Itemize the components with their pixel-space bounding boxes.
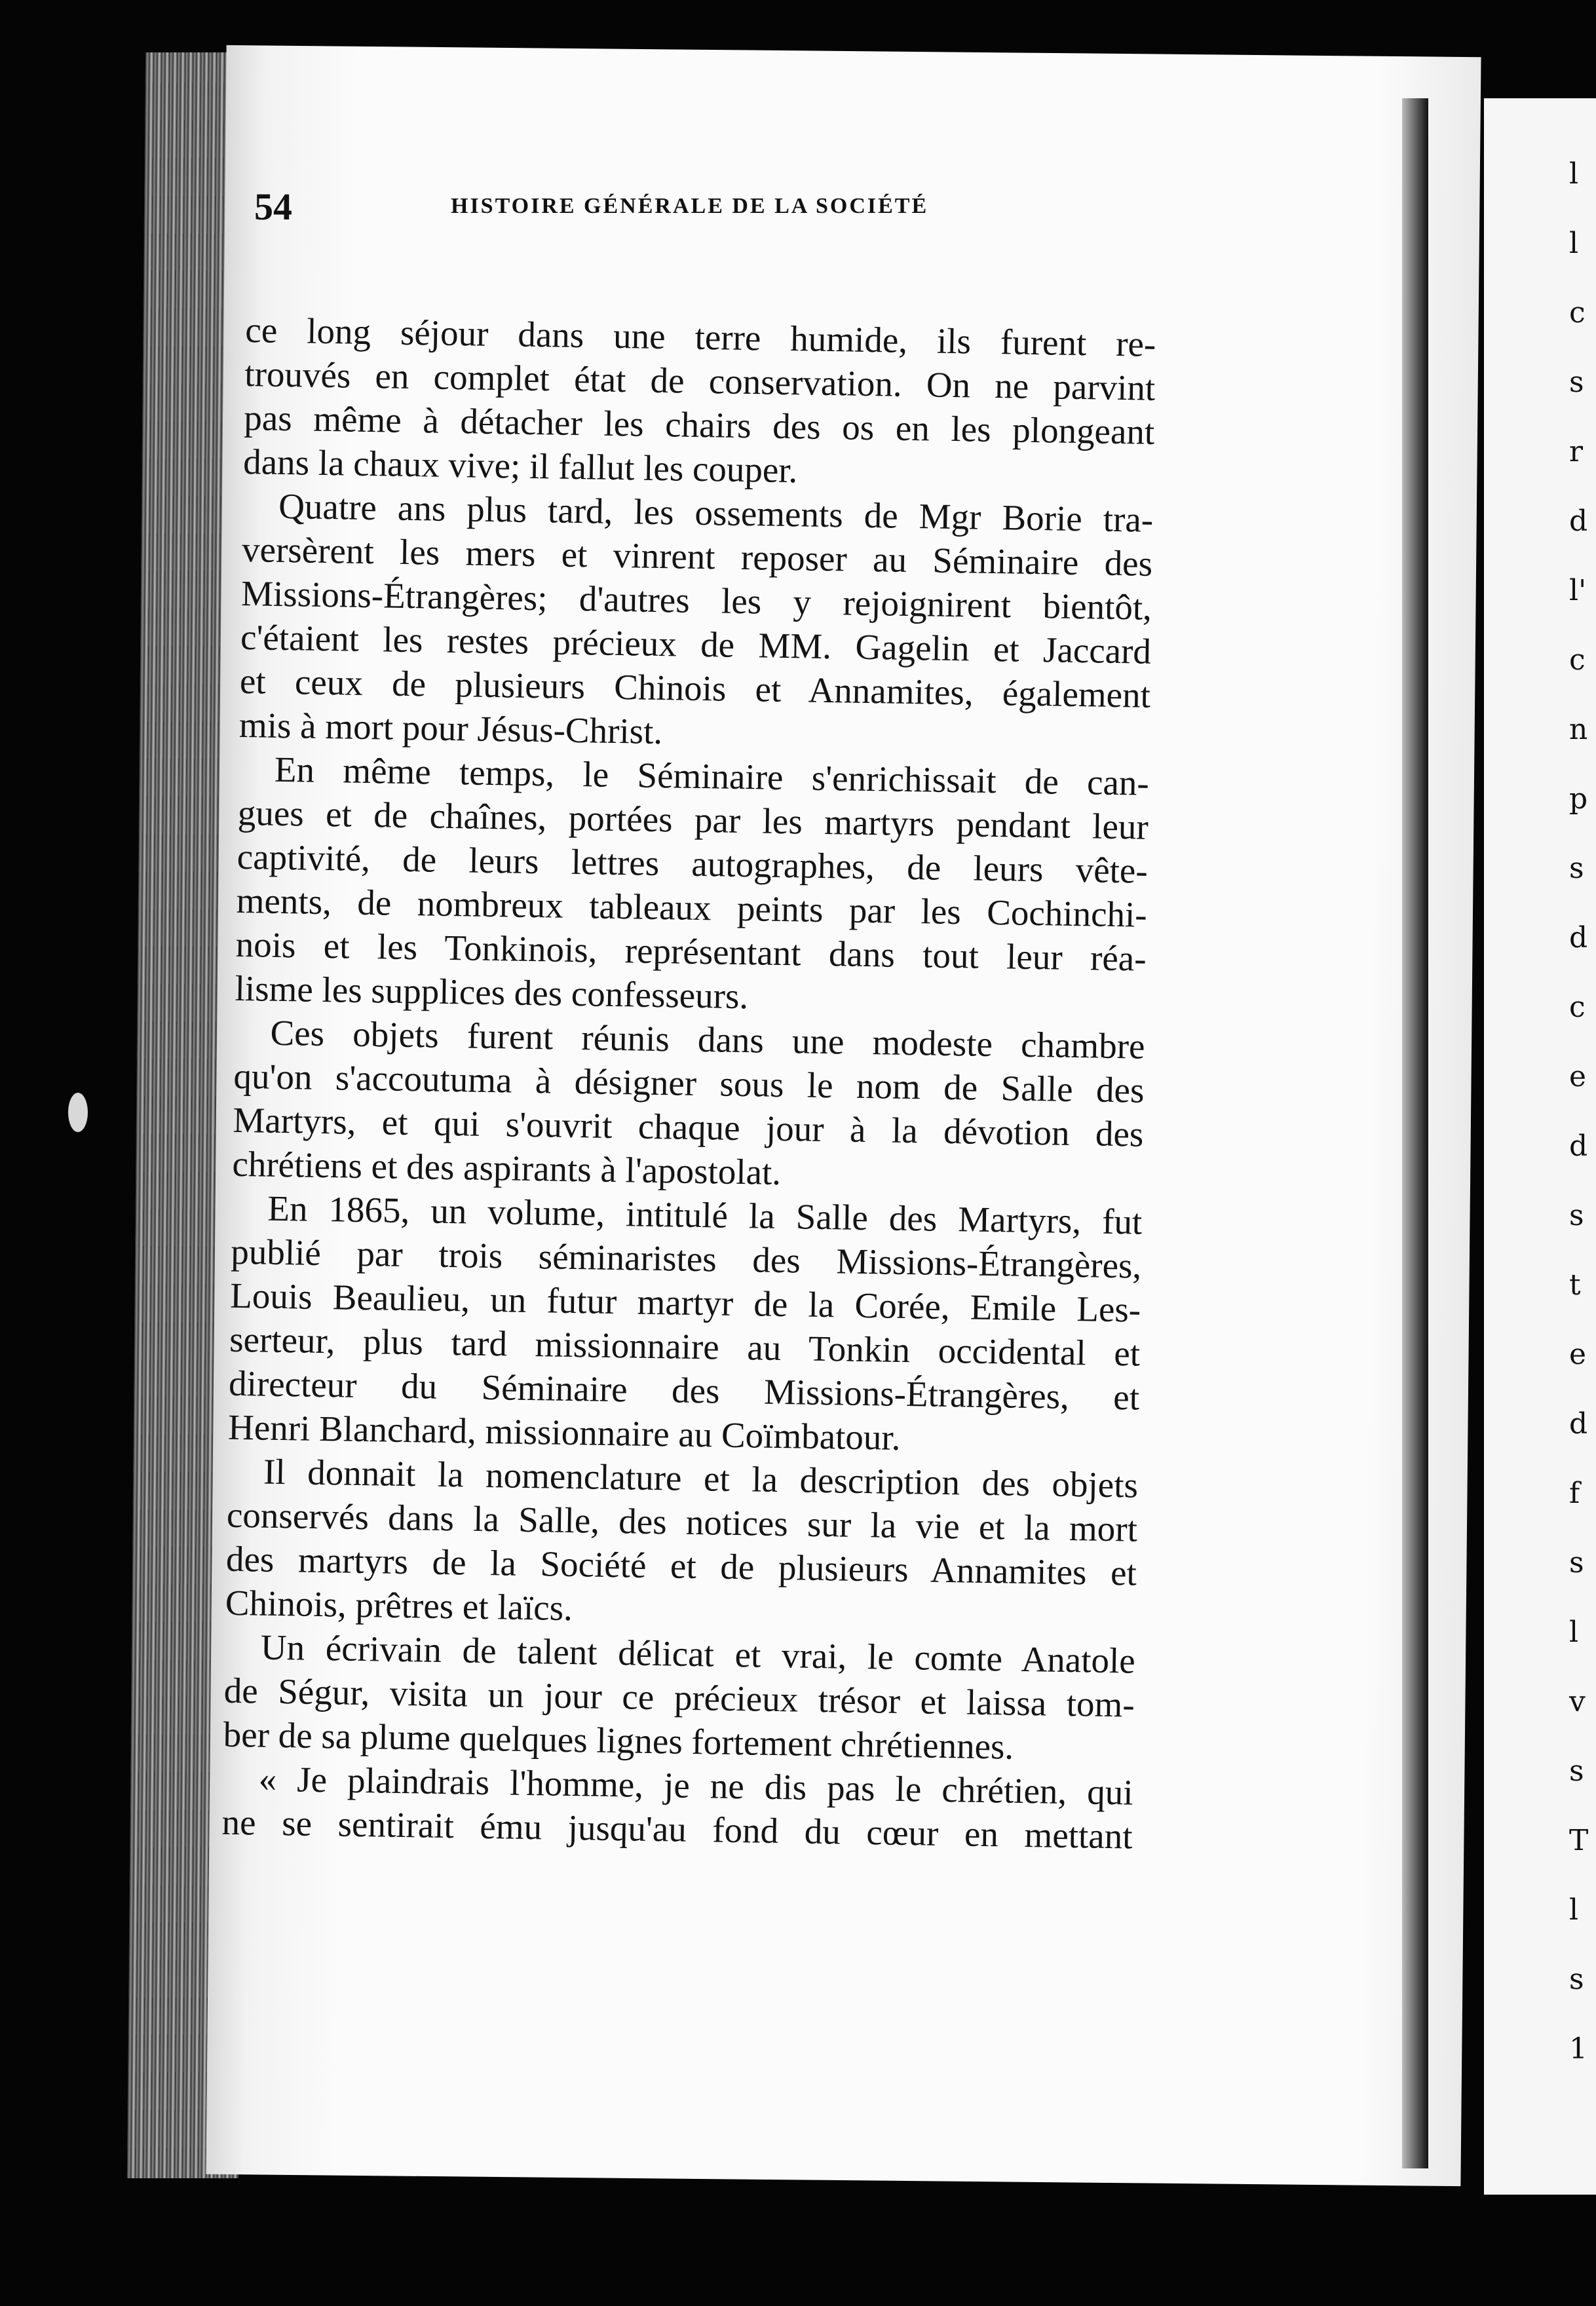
facing-page-letter: s [1569, 1963, 1584, 1996]
facing-page-letter: s [1569, 1199, 1584, 1232]
text-line: gues et de chaînes, portées par les martyrs pendant leur [237, 792, 1149, 847]
text-line: des martyrs de la Société et de plusieurs Annamites et [225, 1538, 1137, 1593]
text-line: Il donnait la nomenclature et la description des objets [263, 1451, 1139, 1505]
facing-page-letter: t [1569, 1268, 1581, 1302]
text-line: Chinois, prêtres et laïcs. [225, 1582, 573, 1629]
facing-page-letter: 1 [1569, 2032, 1587, 2066]
facing-page-letter: c [1569, 991, 1586, 1024]
facing-page-letter: s [1569, 852, 1584, 885]
text-line: de Ségur, visita un jour ce précieux trésor et laissa tom- [223, 1670, 1135, 1725]
text-line: lisme les supplices des confesseurs. [235, 968, 749, 1017]
text-line: ne se sentirait ému jusqu'au fond du cœur en mettant [221, 1802, 1133, 1857]
text-line: captivité, de leurs lettres autographes, de leurs vête- [237, 836, 1149, 891]
facing-page-letter: d [1569, 1407, 1588, 1441]
text-line: En même temps, le Séminaire s'enrichissait de can- [274, 749, 1150, 803]
text-line: Ces objets furent réunis dans une modeste chambre [270, 1012, 1145, 1067]
running-head: HISTOIRE GÉNÉRALE DE LA SOCIÉTÉ [451, 194, 929, 218]
text-line: serteur, plus tard missionnaire au Tonkin occidental et [229, 1319, 1141, 1374]
facing-page-letter: n [1569, 713, 1588, 746]
text-line: Henri Blanchard, missionnaire au Coïmbatour. [227, 1407, 901, 1458]
facing-page-letter: l [1569, 227, 1579, 260]
text-line: directeur du Séminaire des Missions-Étrangères, et [228, 1363, 1140, 1418]
text-line: et ceux de plusieurs Chinois et Annamites, également [239, 660, 1151, 715]
text-line: « Je plaindrais l'homme, je ne dis pas le chrétien, qui [258, 1758, 1134, 1813]
dust-speck [68, 1093, 88, 1132]
text-line: Louis Beaulieu, un futur martyr de la Corée, Emile Les- [229, 1275, 1141, 1330]
text-line: En 1865, un volume, intitulé la Salle des Martyrs, fut [267, 1188, 1143, 1242]
text-line: ments, de nombreux tableaux peints par les Cochinchi- [236, 880, 1148, 935]
facing-page-letter: e [1569, 1338, 1587, 1371]
facing-page-letter: s [1569, 1754, 1584, 1788]
page-header [254, 185, 1185, 231]
text-line: trouvés en complet état de conservation. On ne parvint [244, 353, 1156, 408]
text-line: Quatre ans plus tard, les ossements de Mgr Borie tra- [278, 485, 1154, 540]
text-line: c'étaient les restes précieux de MM. Gagelin et Jaccard [240, 616, 1152, 671]
facing-page-letter: l [1569, 157, 1579, 191]
facing-page-letter: p [1569, 782, 1588, 816]
facing-page-letter: f [1569, 1477, 1580, 1510]
text-line: publié par trois séminaristes des Missions-Étrangères, [230, 1231, 1142, 1286]
facing-page-letter: c [1569, 643, 1586, 677]
facing-page-letter: l [1569, 1893, 1579, 1927]
page-number: 54 [254, 185, 292, 228]
text-line: ce long séjour dans une terre humide, ils furent re- [244, 309, 1156, 364]
text-line: qu'on s'accoutuma à désigner sous le nom de Salle des [233, 1055, 1145, 1110]
text-line: chrétiens et des aspirants à l'apostolat. [231, 1143, 782, 1192]
facing-page-letter: l [1569, 1616, 1579, 1649]
text-line: pas même à détacher les chairs des os en les plongeant [243, 397, 1155, 452]
text-line: conservés dans la Salle, des notices sur la vie et la mort [226, 1494, 1138, 1549]
facing-page-letter: v [1569, 1685, 1586, 1718]
facing-page-fragment [1484, 98, 1596, 2195]
facing-page-letter: e [1569, 1060, 1587, 1093]
facing-page-letter: d [1569, 1129, 1588, 1163]
text-line: mis à mort pour Jésus-Christ. [238, 704, 663, 752]
text-line: Missions-Étrangères; d'autres les y rejoignirent bientôt, [240, 573, 1152, 628]
text-line: dans la chaux vive; il fallut les couper. [242, 441, 798, 491]
facing-page-letter: l' [1569, 574, 1587, 607]
facing-page-letter: T [1569, 1824, 1589, 1857]
text-line: ber de sa plume quelques lignes fortement chrétiennes. [223, 1714, 1014, 1767]
facing-page-letter: s [1569, 366, 1584, 399]
facing-page-letter: d [1569, 921, 1588, 955]
facing-page-letter: s [1569, 1546, 1584, 1579]
facing-page-letter: r [1569, 435, 1584, 468]
facing-page-letter: d [1569, 504, 1588, 538]
text-line: versèrent les mers et vinrent reposer au Séminaire des [241, 529, 1153, 584]
text-line: nois et les Tonkinois, représentant dans tout leur réa- [235, 924, 1147, 979]
body-text [221, 308, 1156, 1859]
spine-shadow [1402, 98, 1428, 2168]
facing-page-letter: c [1569, 296, 1586, 330]
text-line: Martyrs, et qui s'ouvrit chaque jour à la dévotion des [233, 1099, 1144, 1154]
text-line: Un écrivain de talent délicat et vrai, le comte Anatole [260, 1627, 1136, 1681]
